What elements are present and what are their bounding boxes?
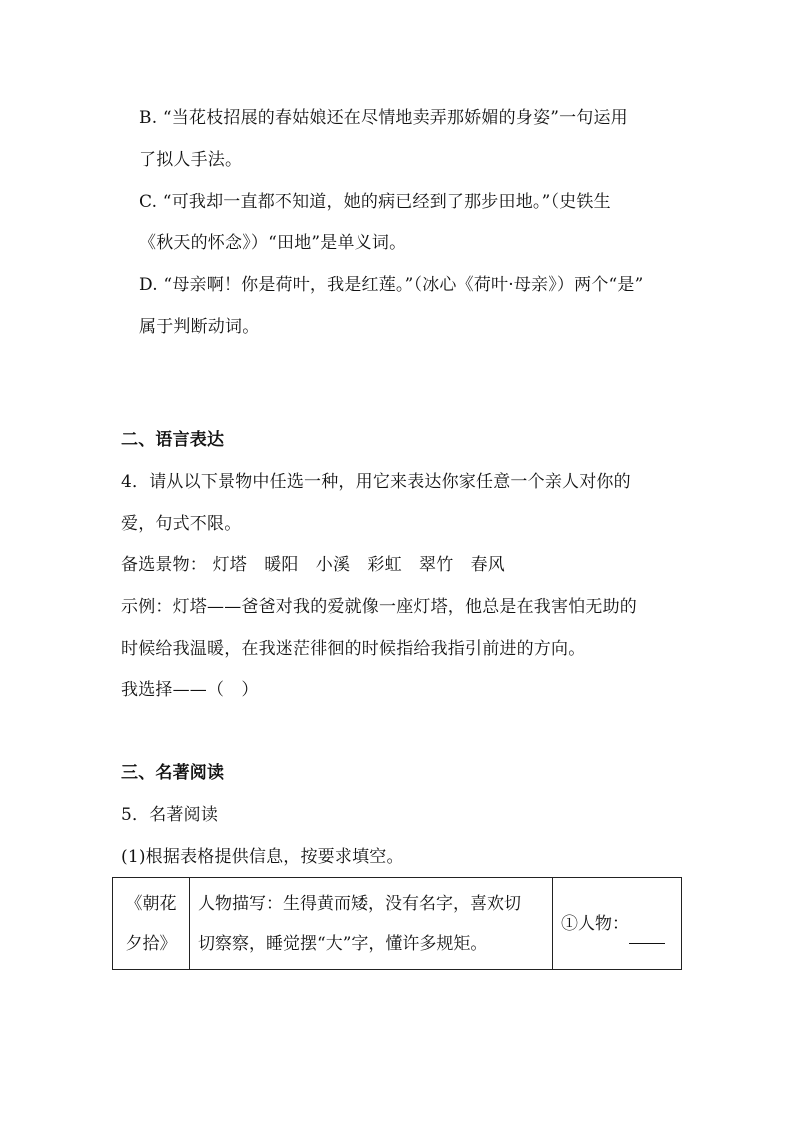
- scenery-options: 备选景物： 灯塔 暖阳 小溪 彩虹 翠竹 春风: [121, 555, 506, 575]
- description-line1: 人物描写：生得黄而矮，没有名字，喜欢切: [198, 893, 521, 914]
- question-4-line2: 爱，句式不限。: [121, 514, 242, 534]
- section-heading-language-expression: 二、语言表达: [121, 430, 225, 450]
- description-line2: 切察察，睡觉摆“大”字，懂许多规矩。: [198, 933, 488, 954]
- answer-blank[interactable]: [629, 925, 665, 944]
- my-choice-line: 我选择——（ ）: [121, 680, 259, 700]
- book-title-line1: 《朝花: [125, 893, 177, 914]
- character-description-cell: [190, 878, 553, 970]
- question-5: 5．名著阅读: [121, 805, 219, 825]
- answer-cell: [553, 878, 682, 970]
- section-heading-classic-reading: 三、名著阅读: [121, 763, 225, 783]
- option-d-line2: 属于判断动词。: [139, 317, 260, 337]
- option-c-line1: C. “可我却一直都不知道，她的病已经到了那步田地。”（史铁生: [139, 192, 611, 212]
- question-5-sub1: (1)根据表格提供信息，按要求填空。: [121, 847, 404, 867]
- option-b-line2: 了拟人手法。: [139, 150, 243, 170]
- table-row: [113, 878, 682, 970]
- book-title-cell: [113, 878, 190, 970]
- book-title-line2: 夕拾》: [125, 933, 177, 954]
- option-c-line2: 《秋天的怀念》）“田地”是单义词。: [139, 233, 407, 253]
- example-line2: 时候给我温暖，在我迷茫徘徊的时候指给我指引前进的方向。: [121, 639, 586, 659]
- example-line1: 示例：灯塔——爸爸对我的爱就像一座灯塔，他总是在我害怕无助的: [121, 597, 637, 617]
- question-4-line1: 4．请从以下景物中任选一种，用它来表达你家任意一个亲人对你的: [121, 472, 631, 492]
- option-d-line1: D. “母亲啊！你是荷叶，我是红莲。”（冰心《荷叶·母亲》）两个“是”: [139, 275, 644, 295]
- answer-label: ①人物：: [561, 913, 629, 934]
- option-b-line1: B. “当花枝招展的春姑娘还在尽情地卖弄那娇媚的身姿”一句运用: [139, 108, 628, 128]
- info-table: [112, 877, 682, 970]
